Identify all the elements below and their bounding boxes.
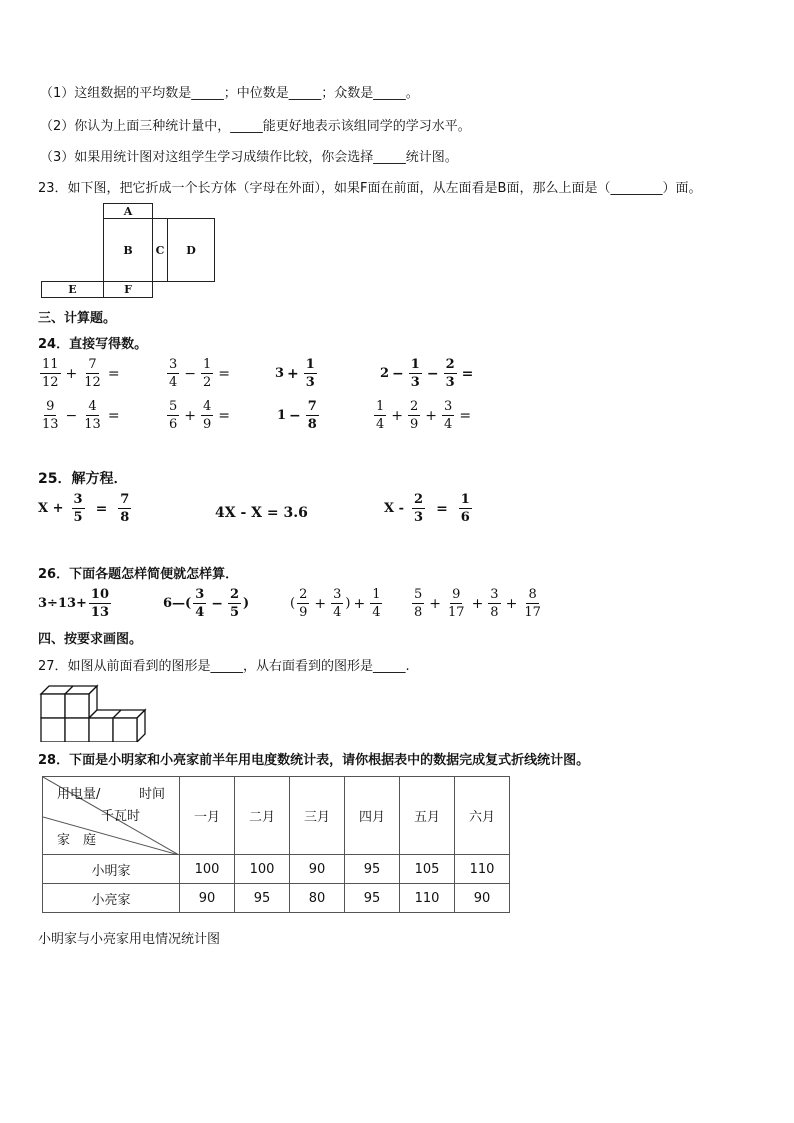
- closing-paren: ): [345, 596, 351, 611]
- net-face-d: D: [167, 218, 215, 282]
- q23-question: 23．如下图，把它折成一个长方体（字母在外面），如果F面在前面，从左面看是B面，那么上面是（________）面。: [38, 181, 702, 196]
- month-header: 五月: [400, 777, 455, 855]
- denominator: 3: [445, 375, 455, 390]
- electricity-usage-table: [42, 776, 510, 913]
- q24-r1-e4: [380, 358, 476, 389]
- equals-sign: =: [218, 407, 231, 424]
- q22-sub2: （2）你认为上面三种统计量中，_____能更好地表示该组同学的学习水平。: [40, 119, 471, 134]
- numerator: 1: [410, 357, 420, 372]
- q24-r2-e2: [165, 400, 233, 431]
- q25-equation-2: 4X - X = 3.6: [215, 505, 308, 521]
- numerator: 10: [90, 587, 110, 602]
- numerator: 7: [307, 399, 317, 414]
- family-name: 小亮家: [43, 884, 180, 913]
- header-unit-label: 千瓦时: [101, 809, 141, 824]
- usage-value: 90: [290, 855, 345, 884]
- denominator: 5: [229, 605, 240, 620]
- numerator: 11: [42, 357, 59, 372]
- usage-value: 90: [180, 884, 235, 913]
- section-4-heading: 四、按要求画图。: [38, 632, 143, 647]
- q26-expr-3: [290, 588, 384, 619]
- denominator: 9: [299, 605, 308, 620]
- denominator: 4: [333, 605, 342, 620]
- operator: +: [471, 595, 484, 612]
- numerator: 1: [203, 357, 212, 372]
- equals-sign: =: [436, 500, 448, 517]
- section-3-heading: 三、计算题。: [38, 311, 117, 326]
- denominator: 8: [490, 605, 499, 620]
- whole-number: 2: [380, 366, 390, 381]
- table-row: [43, 884, 510, 913]
- whole-number: 1: [277, 408, 287, 423]
- usage-value: 105: [400, 855, 455, 884]
- numerator: 2: [410, 399, 419, 414]
- q22-sub1: （1）这组数据的平均数是_____；中位数是_____；众数是_____。: [40, 86, 419, 101]
- equals-sign: =: [218, 365, 231, 382]
- operator: +: [314, 595, 327, 612]
- denominator: 4: [376, 417, 385, 432]
- equation-lhs: X -: [384, 501, 405, 516]
- net-face-f: F: [103, 281, 153, 298]
- numerator: 7: [120, 492, 130, 507]
- numerator: 1: [305, 357, 315, 372]
- denominator: 8: [414, 605, 423, 620]
- numerator: 4: [203, 399, 212, 414]
- operator: +: [184, 407, 197, 424]
- denominator: 12: [84, 375, 101, 390]
- q22-sub3: （3）如果用统计图对这组学生学习成绩作比较，你会选择_____统计图。: [40, 150, 458, 165]
- q25-equation-3: [384, 493, 480, 524]
- operator: +: [429, 595, 442, 612]
- operator: +: [425, 407, 438, 424]
- q24-title: 24．直接写得数。: [38, 337, 148, 352]
- usage-value: 95: [345, 884, 400, 913]
- usage-value: 95: [345, 855, 400, 884]
- numerator: 1: [372, 587, 381, 602]
- numerator: 2: [229, 587, 240, 602]
- operator: −: [65, 407, 78, 424]
- table-diagonal-header: [43, 777, 180, 855]
- operator: −: [289, 407, 301, 424]
- q24-r2-e4: [372, 400, 474, 431]
- header-time-label: 时间: [139, 787, 166, 802]
- q24-r2-e1: [38, 400, 123, 431]
- denominator: 8: [307, 417, 317, 432]
- numerator: 3: [169, 357, 178, 372]
- numerator: 3: [490, 587, 499, 602]
- net-face-e: E: [41, 281, 104, 298]
- q25-title: 25．解方程．: [38, 471, 128, 487]
- q24-r1-e2: [165, 358, 233, 389]
- numerator: 1: [460, 492, 470, 507]
- denominator: 2: [203, 375, 212, 390]
- operator: −: [392, 365, 404, 382]
- opening-paren: (: [290, 596, 296, 611]
- numerator: 2: [299, 587, 308, 602]
- numerator: 3: [195, 587, 205, 602]
- denominator: 4: [444, 417, 453, 432]
- usage-value: 90: [455, 884, 510, 913]
- q24-r1-e3: [275, 358, 319, 389]
- denominator: 6: [460, 510, 470, 525]
- usage-value: 110: [455, 855, 510, 884]
- operator: +: [505, 595, 518, 612]
- header-family-label: 家 庭: [57, 833, 97, 848]
- header-usage-label: 用电量/: [57, 787, 101, 802]
- denominator: 8: [120, 510, 130, 525]
- equation-lhs: X +: [38, 501, 64, 516]
- denominator: 9: [203, 417, 212, 432]
- usage-value: 100: [235, 855, 290, 884]
- expression-lhs: 6—(: [163, 596, 192, 611]
- denominator: 4: [372, 605, 381, 620]
- numerator: 8: [528, 587, 537, 602]
- denominator: 4: [169, 375, 178, 390]
- usage-value: 95: [235, 884, 290, 913]
- numerator: 9: [452, 587, 461, 602]
- denominator: 3: [414, 510, 424, 525]
- equals-sign: =: [107, 365, 120, 382]
- net-face-c: C: [152, 218, 168, 282]
- denominator: 13: [42, 417, 59, 432]
- q28-question: 28．下面是小明家和小亮家前半年用电度数统计表，请你根据表中的数据完成复式折线统计图。: [38, 753, 590, 768]
- operator: +: [391, 407, 404, 424]
- numerator: 5: [169, 399, 178, 414]
- family-name: 小明家: [43, 855, 180, 884]
- denominator: 13: [84, 417, 101, 432]
- operator: −: [211, 595, 223, 612]
- usage-value: 100: [180, 855, 235, 884]
- denominator: 17: [448, 605, 465, 620]
- table-row: [43, 855, 510, 884]
- numerator: 4: [88, 399, 97, 414]
- denominator: 3: [410, 375, 420, 390]
- operator: +: [65, 365, 78, 382]
- net-face-a: A: [103, 203, 153, 219]
- month-header: 二月: [235, 777, 290, 855]
- denominator: 4: [195, 605, 205, 620]
- numerator: 9: [46, 399, 55, 414]
- month-header: 三月: [290, 777, 345, 855]
- denominator: 5: [73, 510, 83, 525]
- denominator: 12: [42, 375, 59, 390]
- numerator: 2: [414, 492, 424, 507]
- equals-sign: =: [459, 407, 472, 424]
- denominator: 13: [90, 605, 110, 620]
- whole-number: 3: [275, 366, 285, 381]
- month-header: 四月: [345, 777, 400, 855]
- numerator: 7: [88, 357, 97, 372]
- q26-expr-4: [410, 588, 545, 619]
- numerator: 2: [445, 357, 455, 372]
- operator: +: [353, 595, 366, 612]
- month-header: 六月: [455, 777, 510, 855]
- numerator: 5: [414, 587, 423, 602]
- chart-title-caption: 小明家与小亮家用电情况统计图: [38, 932, 221, 947]
- operator: −: [426, 365, 439, 382]
- operator: −: [184, 365, 197, 382]
- q24-r2-e3: [277, 400, 321, 431]
- denominator: 17: [524, 605, 541, 620]
- cube-stack-figure: [38, 682, 150, 742]
- net-face-b: B: [103, 218, 153, 282]
- equals-sign: =: [461, 365, 474, 382]
- denominator: 6: [169, 417, 178, 432]
- closing-paren: ): [243, 596, 250, 611]
- numerator: 3: [73, 492, 83, 507]
- numerator: 3: [333, 587, 342, 602]
- expression-lhs: 3÷13+: [38, 596, 87, 611]
- q25-equation-1: [38, 493, 139, 524]
- numerator: 1: [376, 399, 385, 414]
- operator: +: [287, 365, 299, 382]
- q26-title: 26．下面各题怎样简便就怎样算．: [38, 567, 239, 582]
- denominator: 9: [410, 417, 419, 432]
- usage-value: 110: [400, 884, 455, 913]
- q26-expr-1: [38, 588, 113, 619]
- q26-expr-2: [163, 588, 249, 619]
- q24-r1-e1: [38, 358, 123, 389]
- denominator: 3: [305, 375, 315, 390]
- q27-question: 27．如图从前面看到的图形是_____，从右面看到的图形是_____.: [38, 659, 410, 674]
- numerator: 3: [444, 399, 453, 414]
- usage-value: 80: [290, 884, 345, 913]
- equals-sign: =: [107, 407, 120, 424]
- equals-sign: =: [95, 500, 108, 517]
- month-header: 一月: [180, 777, 235, 855]
